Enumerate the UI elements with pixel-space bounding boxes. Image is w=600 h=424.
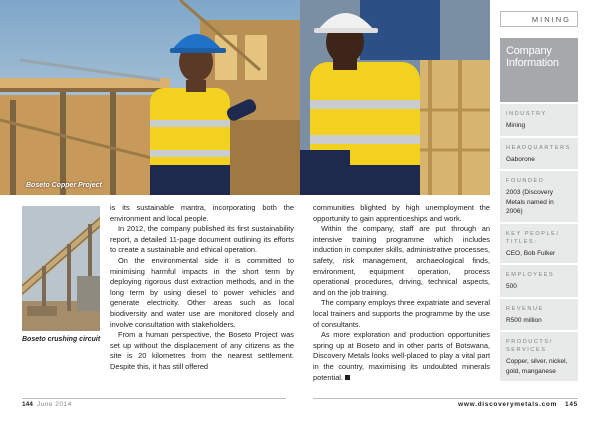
sidebar-item-employees — [500, 263, 578, 297]
crushing-circuit-illustration — [22, 206, 100, 331]
crushing-circuit-caption: Boseto crushing circuit — [22, 336, 101, 343]
sidebar-item-value: 500 — [506, 283, 517, 290]
sidebar-item-label: KEY PEOPLE/ TITLES: — [506, 230, 560, 245]
paragraph: The company employs three expatriate and several local trainers and supports the programme by the use of consultants. — [313, 298, 490, 329]
paragraph: In 2012, the company published its first sustainability report, a detailed 11-page document outlining its efforts to create a sustainable and ethical operation. — [110, 224, 294, 255]
sidebar-item-label: FOUNDED — [506, 178, 545, 184]
body-column-right — [313, 203, 490, 383]
sidebar-item-products — [500, 330, 578, 381]
crushing-circuit-photo — [22, 206, 100, 331]
footer-rule-right — [313, 398, 578, 399]
sidebar-item-key-people — [500, 222, 578, 264]
sidebar-item-value: R500 million — [506, 316, 542, 324]
section-label: MINING — [500, 11, 578, 27]
footer-rule-left — [22, 398, 286, 399]
sidebar-item-label: REVENUE — [506, 305, 544, 312]
sidebar-item-value: Gaborone — [506, 155, 535, 163]
sidebar-item-label: EMPLOYEES — [506, 272, 555, 278]
sidebar-item-value: CEO, Bob Fulker — [506, 249, 556, 257]
sidebar-item-headquarters — [500, 136, 578, 170]
issue-date: June 2014 — [36, 401, 72, 408]
paragraph: From a human perspective, the Boseto Project was set up without the displacement of any citizens as the site is 20 kilometres from the nearest settlement. Despite this, it has still offered — [110, 330, 294, 371]
paragraph: On the environmental side it is committed to minimising harmful impacts in the short term by deploying rigorous dust extraction methods, and in the long term by using diesel to power vehicles and generate electricity. Other areas such as local biodiversity and water use are monitored closely and involve consultation with stakeholders. — [110, 255, 294, 329]
page-number-left: 144 — [22, 401, 33, 408]
paragraph: is its sustainable mantra, incorporating both the environment and local people. — [110, 203, 294, 223]
sidebar-item-value: 2003 (Discovery Metals named in 2006) — [506, 189, 554, 215]
hero-photo-illustration — [0, 0, 490, 195]
sidebar-title — [500, 38, 578, 102]
sidebar-item-label: INDUSTRY — [506, 111, 547, 117]
sidebar-title-line1: Company — [506, 45, 552, 57]
hero-photo-caption: Boseto Copper Project — [26, 182, 102, 189]
hero-photo — [0, 0, 490, 195]
sidebar-title-line2: Information — [506, 57, 559, 69]
paragraph: communities blighted by high unemployment the opportunity to gain apprenticeships and work. — [313, 203, 490, 223]
paragraph: Within the company, staff are put through an intensive training programme which includes induction in computer skills, administrative processes, safety, risk management, archaeological finds, environment, equipment operation, process operational procedures, driving, technical aspects, and on the job training. — [313, 224, 490, 297]
end-square-icon — [345, 375, 350, 380]
sidebar-item-value: Copper, silver, nickel, gold, manganese — [506, 358, 568, 375]
sidebar-item-founded — [500, 169, 578, 222]
page-number-right: 145 — [565, 401, 578, 408]
website-url: www.discoverymetals.com — [458, 401, 558, 408]
sidebar-item-value: Mining — [506, 122, 526, 129]
company-information-sidebar — [500, 38, 578, 378]
sidebar-item-label: HEADQUARTERS — [506, 144, 571, 151]
folio-left — [22, 401, 72, 408]
paragraph-text: As more exploration and production opportunities spring up at Boseto and in other parts of Botswana, Discovery Metals looks well-placed to play a vital part in the country, maximising its undoubted minerals potential. — [313, 330, 490, 382]
sidebar-item-revenue — [500, 297, 578, 331]
sidebar-item-industry — [500, 102, 578, 136]
sidebar-item-label: PRODUCTS/ SERVICES — [506, 339, 553, 353]
folio-right — [458, 401, 578, 408]
body-column-left — [110, 203, 294, 373]
paragraph-final — [313, 330, 490, 383]
